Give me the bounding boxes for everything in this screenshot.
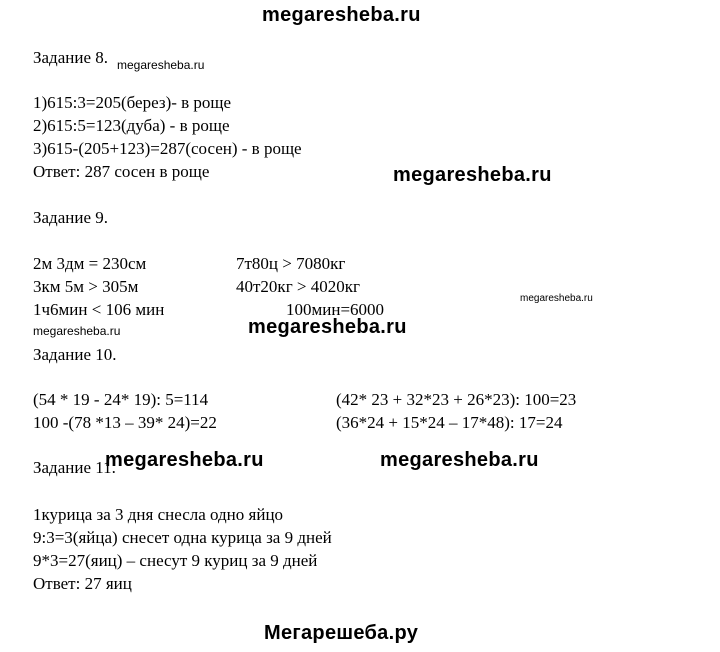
task9-center-watermark: megaresheba.ru <box>248 316 407 338</box>
task10-left-1: (54 * 19 - 24* 19): 5=114 <box>33 390 209 409</box>
task9-left-3: 1ч6мин < 106 мин <box>33 300 165 319</box>
task9-small-watermark-right: megaresheba.ru <box>520 293 593 304</box>
task10-left-2: 100 -(78 *13 – 39* 24)=22 <box>33 413 217 432</box>
task8-line-3: 3)615-(205+123)=287(сосен) - в роще <box>33 139 302 158</box>
task8-inline-watermark: megaresheba.ru <box>117 58 205 72</box>
task9-left-2: 3км 5м > 305м <box>33 277 139 296</box>
task10-title: Задание 10. <box>33 345 117 364</box>
task10-right-2: (36*24 + 15*24 – 17*48): 17=24 <box>336 413 563 432</box>
task9-right-3: 100мин=6000 <box>286 300 385 319</box>
task11-line-1: 1курица за 3 дня снесла одно яйцо <box>33 505 284 524</box>
task9-title: Задание 9. <box>33 208 108 227</box>
task10-right-1: (42* 23 + 32*23 + 26*23): 100=23 <box>336 390 577 409</box>
header-watermark: megaresheba.ru <box>262 4 421 26</box>
task8-answer: Ответ: 287 сосен в роще <box>33 162 210 181</box>
task11-line-3: 9*3=27(яиц) – снесут 9 куриц за 9 дней <box>33 551 318 570</box>
task11-watermark-left: megaresheba.ru <box>105 449 264 471</box>
task9-right-2: 40т20кг > 4020кг <box>236 277 360 296</box>
task8-line-2: 2)615:5=123(дуба) - в роще <box>33 116 230 135</box>
task8-line-1: 1)615:3=205(берез)- в роще <box>33 93 232 112</box>
task8-title: Задание 8. <box>33 48 108 67</box>
task11-watermark-right: megaresheba.ru <box>380 449 539 471</box>
task11-line-2: 9:3=3(яйца) снесет одна курица за 9 дней <box>33 528 332 547</box>
task9-left-1: 2м 3дм = 230см <box>33 254 147 273</box>
task9-right-1: 7т80ц > 7080кг <box>236 254 346 273</box>
task8-side-watermark: megaresheba.ru <box>393 164 552 186</box>
task11-answer: Ответ: 27 яиц <box>33 574 132 593</box>
task9-small-watermark-left: megaresheba.ru <box>33 324 121 338</box>
footer-watermark: Мегарешеба.ру <box>264 622 419 644</box>
task11-title: Задание 11. <box>33 458 116 477</box>
